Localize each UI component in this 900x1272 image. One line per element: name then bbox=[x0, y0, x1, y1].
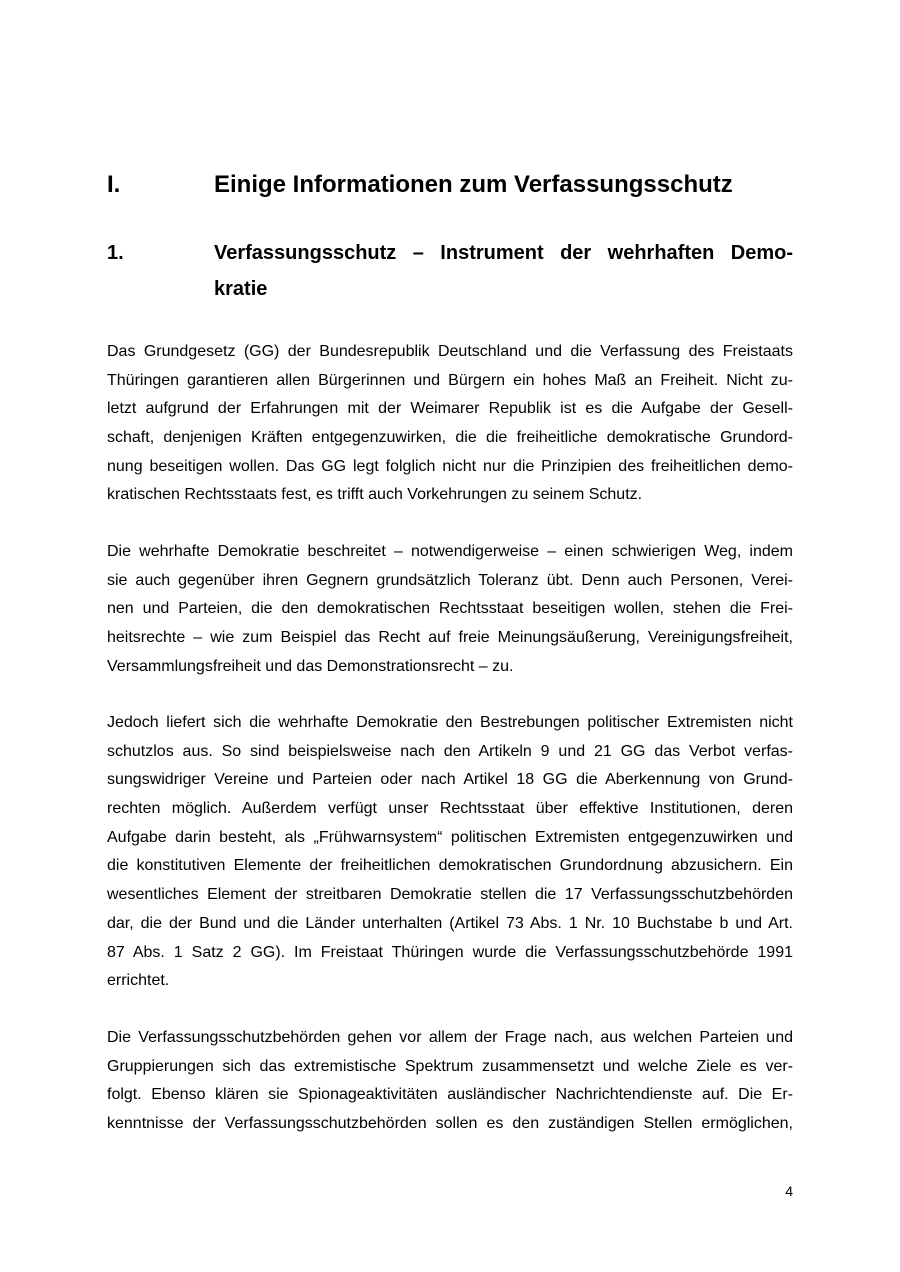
text-line: Thüringen garantieren allen Bürgerinnen und Bürgern ein hohes Maß an Freiheit. Nicht zu- bbox=[107, 371, 793, 389]
text-line: rechten möglich. Außerdem verfügt unser Rechtsstaat über effektive Institutionen, deren bbox=[107, 800, 793, 818]
paragraph bbox=[107, 338, 793, 510]
text-line: kratischen Rechtsstaats fest, es trifft auch Vorkehrungen zu seinem Schutz. bbox=[107, 486, 643, 504]
text-line: Die Verfassungsschutzbehörden gehen vor allem der Frage nach, aus welchen Parteien und bbox=[107, 1029, 793, 1046]
text-line: Die wehrhafte Demokratie beschreitet – notwendigerweise – einen schwierigen Weg, indem bbox=[107, 543, 793, 560]
text-line: die konstitutiven Elemente der freiheitlichen demokratischen Grundordnung abzusichern. Ein bbox=[107, 857, 793, 875]
paragraph bbox=[107, 709, 793, 996]
text-line: 87 Abs. 1 Satz 2 GG). Im Freistaat Thüringen wurde die Verfassungsschutzbehörde 1991 bbox=[107, 943, 793, 961]
text-line: errichtet. bbox=[107, 972, 170, 990]
text-line: heitsrechte – wie zum Beispiel das Recht auf freie Meinungsäußerung, Vereinigungsfreiheit, bbox=[107, 629, 793, 647]
text-line: wesentliches Element der streitbaren Demokratie stellen die 17 Verfassungsschutzbehörden bbox=[107, 886, 793, 904]
section-title-line: kratie bbox=[214, 278, 268, 300]
text-line: folgt. Ebenso klären sie Spionageaktivitäten ausländischer Nachrichtendienste auf. Die Er- bbox=[107, 1086, 793, 1104]
paragraph bbox=[107, 538, 793, 681]
text-line: nen und Parteien, die den demokratischen Rechtsstaat beseitigen wollen, stehen die Frei- bbox=[107, 600, 793, 618]
text-line: Aufgabe darin besteht, als „Frühwarnsystem“ politischen Extremisten entgegenzuwirken und bbox=[107, 828, 793, 846]
text-line: dar, die der Bund und die Länder unterhalten (Artikel 73 Abs. 1 Nr. 10 Buchstabe b und Art. bbox=[107, 914, 793, 932]
section-title bbox=[214, 235, 793, 307]
text-line: Gruppierungen sich das extremistische Spektrum zusammensetzt und welche Ziele es ver- bbox=[107, 1057, 793, 1075]
section-number: 1. bbox=[107, 242, 124, 264]
paragraph bbox=[107, 1024, 793, 1139]
text-line: Versammlungsfreiheit und das Demonstrationsrecht – zu. bbox=[107, 657, 514, 675]
page-number: 4 bbox=[785, 1183, 793, 1199]
text-line: letzt aufgrund der Erfahrungen mit der Weimarer Republik ist es die Aufgabe der Gesell- bbox=[107, 400, 793, 418]
text-line: schutzlos aus. So sind beispielsweise nach den Artikeln 9 und 21 GG das Verbot verfas- bbox=[107, 742, 793, 760]
text-line: schaft, denjenigen Kräften entgegenzuwirken, die die freiheitliche demokratische Grundord- bbox=[107, 429, 793, 447]
text-line: sungswidriger Vereine und Parteien oder nach Artikel 18 GG die Aberkennung von Grund- bbox=[107, 771, 793, 789]
text-line: sie auch gegenüber ihren Gegnern grundsätzlich Toleranz übt. Denn auch Personen, Verei- bbox=[107, 571, 793, 589]
text-line: nung beseitigen wollen. Das GG legt folglich nicht nur die Prinzipien des freiheitlichen demo- bbox=[107, 457, 793, 475]
text-line: Das Grundgesetz (GG) der Bundesrepublik Deutschland und die Verfassung des Freistaats bbox=[107, 343, 793, 360]
chapter-title: Einige Informationen zum Verfassungsschutz bbox=[214, 171, 733, 198]
section-title-line: Verfassungsschutz – Instrument der wehrhaften Demo- bbox=[214, 242, 793, 264]
text-line: kenntnisse der Verfassungsschutzbehörden sollen es den zuständigen Stellen ermöglichen, bbox=[107, 1115, 793, 1133]
chapter-number: I. bbox=[107, 171, 121, 198]
text-line: Jedoch liefert sich die wehrhafte Demokratie den Bestrebungen politischer Extremisten nicht bbox=[107, 714, 793, 731]
